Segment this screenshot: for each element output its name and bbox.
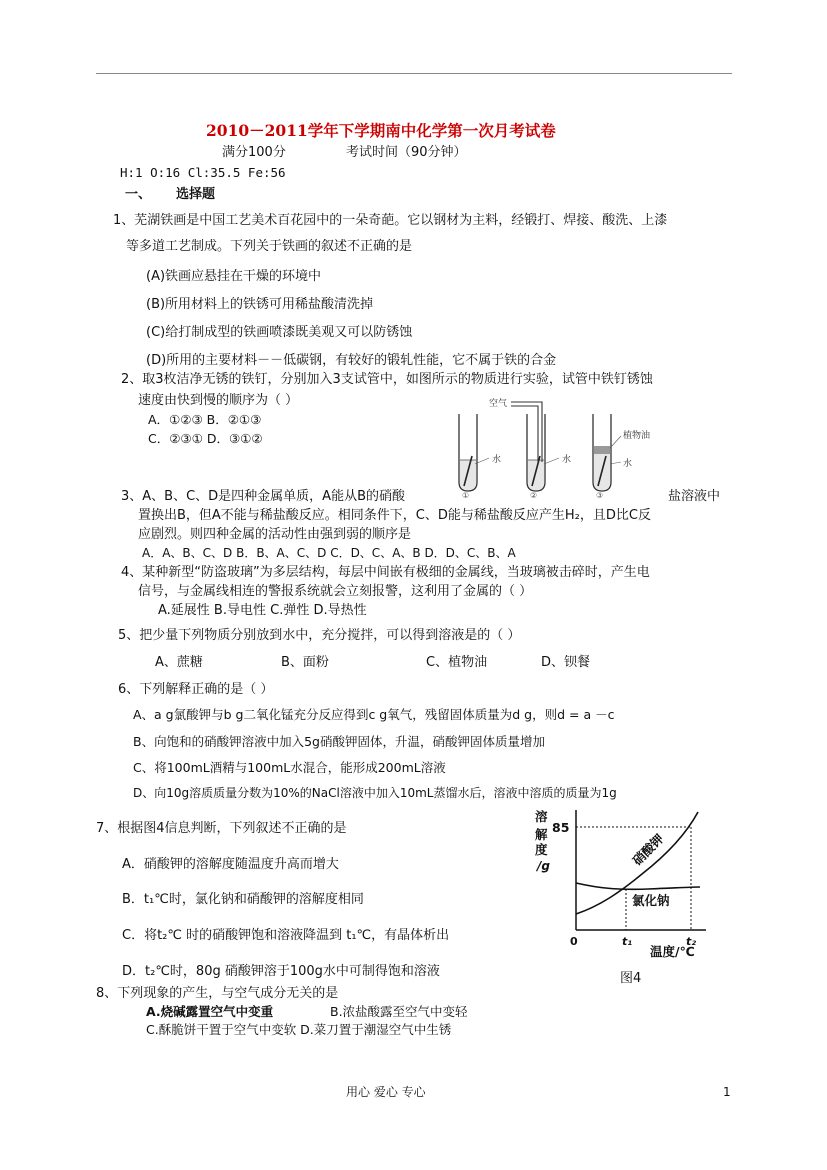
q2-stem-line2: 速度由快到慢的顺序为（ ） [138, 393, 299, 408]
q7-stem: 7、根据图4信息判断，下列叙述不正确的是 [96, 821, 347, 836]
q6-option-d: D、向10g溶质质量分数为10%的NaCl溶液中加入10mL蒸馏水后，溶液中溶质的质量为1g [133, 786, 617, 800]
q3-stem-line3: 应剧烈。则四种金属的活动性由强到弱的顺序是 [138, 527, 412, 542]
q5-option-b: B、面粉 [281, 655, 329, 670]
q6-option-a: A、a g氯酸钾与b g二氧化锰充分反应得到c g氧气，残留固体质量为d g，则d = a －c [133, 707, 615, 722]
q2-options-row1: A．①②③ B．②①③ [148, 412, 262, 427]
q3-stem-line1a: 3、A、B、C、D是四种金属单质，A能从B的硝酸 [121, 489, 405, 504]
fig-label-air: 空气 [489, 399, 508, 409]
q7-option-b: B．t₁℃时，氯化钠和硝酸钾的溶解度相同 [122, 892, 364, 907]
exam-time: 考试时间（90分钟） [346, 145, 467, 160]
fig-tube-number-1: ① [462, 491, 470, 500]
q6-option-b: B、向饱和的硝酸钾溶液中加入5g硝酸钾固体，升温，硝酸钾固体质量增加 [133, 734, 545, 749]
fig-label-oil: 植物油 [623, 431, 651, 441]
q7-option-a: A．硝酸钾的溶解度随温度升高而增大 [122, 857, 339, 872]
q6-stem: 6、下列解释正确的是（ ） [118, 682, 274, 697]
fig-tube-number-2: ② [530, 491, 538, 500]
atomic-masses: H:1 O:16 Cl:35.5 Fe:56 [120, 165, 286, 180]
q8-option-a: A.烧碱露置空气中变重 [146, 1004, 274, 1019]
nacl-label: 氯化钠 [632, 893, 670, 908]
q7-option-c: C．将t₂℃ 时的硝酸钾饱和溶液降温到 t₁℃，有晶体析出 [122, 928, 450, 943]
footer-motto: 用心 爱心 专心 [346, 1085, 426, 1099]
fig-label-water-2: 水 [562, 455, 572, 465]
t2-label: t₂ [686, 935, 697, 948]
test-tube-figure [445, 398, 695, 500]
exam-title: 2010－2011学年下学期南中化学第一次月考试卷 [206, 121, 556, 140]
y-tick-85: 85 [552, 820, 570, 835]
y-axis-label-1: 溶 [535, 809, 548, 824]
q2-stem-line1: 2、取3枚洁净无锈的铁钉，分别加入3支试管中，如图所示的物质进行实验，试管中铁钉锈蚀 [121, 372, 653, 387]
q4-options: A.延展性 B.导电性 C.弹性 D.导热性 [158, 603, 367, 618]
section-number: 一、 [125, 187, 152, 202]
y-axis-label-4: /g [537, 859, 550, 873]
q6-option-c: C、将100mL酒精与100mL水混合，能形成200mL溶液 [133, 760, 446, 775]
kno3-label: 硝酸钾 [629, 830, 667, 869]
q8-option-b: B.浓盐酸露至空气中变轻 [330, 1004, 468, 1019]
header-rule [96, 73, 732, 74]
test-tube-2 [511, 402, 559, 491]
q5-option-d: D、钡餐 [541, 655, 591, 670]
q1-option-c: (C)给打制成型的铁画喷漆既美观又可以防锈蚀 [146, 325, 413, 340]
test-tube-3 [593, 414, 621, 491]
full-marks: 满分100分 [222, 145, 286, 160]
q4-stem-line1: 4、某种新型“防盗玻璃”为多层结构，每层中间嵌有极细的金属线，当玻璃被击碎时，产生电 [121, 565, 650, 580]
test-tube-1 [459, 414, 489, 491]
q3-stem-line1b: 盐溶液中 [668, 489, 721, 504]
q4-stem-line2: 信号，与金属线相连的警报系统就会立刻报警，这利用了金属的（ ） [138, 584, 533, 599]
q1-option-d: (D)所用的主要材料－－低碳钢，有较好的锻轧性能，它不属于铁的合金 [146, 353, 557, 368]
q1-option-b: (B)所用材料上的铁锈可用稀盐酸清洗掉 [146, 297, 374, 312]
origin-label: 0 [570, 935, 578, 948]
y-axis-label-2: 解 [535, 827, 548, 842]
nacl-curve [576, 883, 700, 889]
fig-label-water-3: 水 [623, 459, 633, 469]
page-number: 1 [723, 1085, 731, 1099]
q1-option-a: (A)铁画应悬挂在干燥的环境中 [146, 269, 322, 284]
q3-stem-line2: 置换出B，但A不能与稀盐酸反应。相同条件下，C、D能与稀盐酸反应产生H₂，且D比C反 [138, 508, 651, 523]
t1-label: t₁ [622, 935, 633, 948]
q8-stem: 8、下列现象的产生，与空气成分无关的是 [96, 986, 339, 1001]
q1-stem-line2: 等多道工艺制成。下列关于铁画的叙述不正确的是 [126, 239, 413, 254]
q5-option-a: A、蔗糖 [155, 655, 203, 670]
fig-label-water-1: 水 [492, 455, 502, 465]
section-name: 选择题 [176, 187, 216, 202]
q5-stem: 5、把少量下列物质分别放到水中，充分搅拌，可以得到溶液是的（ ） [118, 628, 521, 643]
q8-options-c-d: C.酥脆饼干置于空气中变软 D.菜刀置于潮湿空气中生锈 [146, 1022, 452, 1037]
q5-option-c: C、植物油 [426, 655, 488, 670]
solubility-chart [530, 808, 745, 960]
q2-options-row2: C．②③① D．③①② [148, 431, 263, 446]
q3-options: A．A、B、C、D B．B、A、C、D C．D、C、A、B D．D、C、B、A [142, 546, 516, 560]
y-axis-label-3: 度 [535, 842, 548, 857]
q7-option-d: D．t₂℃时，80g 硝酸钾溶于100g水中可制得饱和溶液 [122, 964, 440, 979]
x-axis-label: 温度/℃ [650, 944, 695, 959]
fig-tube-number-3: ③ [596, 491, 604, 500]
q1-stem-line1: 1、芜湖铁画是中国工艺美术百花园中的一朵奇葩。它以钢材为主料，经锻打、焊接、酸洗、上漆 [113, 213, 668, 228]
figure-caption: 图4 [620, 971, 642, 986]
